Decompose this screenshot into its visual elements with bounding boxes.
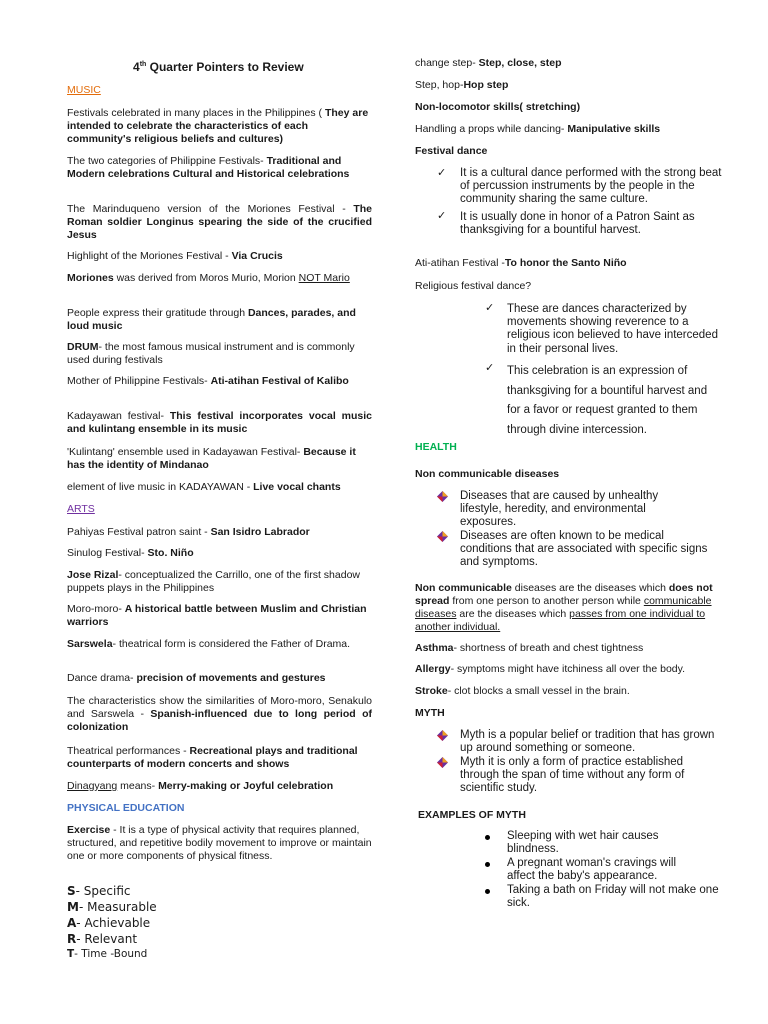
music-item: Kadayawan festival- This festival incorporates vocal music and kulintang ensemble in its music bbox=[67, 410, 372, 435]
diamond-bullet-icon bbox=[437, 531, 448, 542]
ncd-heading: Non communicable diseases bbox=[415, 468, 560, 480]
pe-exercise: Exercise - It is a type of physical activity that requires planned, structured, and repetitive bodily movement to improve or maintain one or more components of physical fitness. bbox=[67, 824, 372, 862]
dance-item: Non-locomotor skills( stretching) bbox=[415, 101, 581, 113]
ncd-paragraph: Non communicable diseases are the diseases which does not spread from one person to another person while communicable diseases are the diseases which passes from one individual to another individual. bbox=[415, 582, 713, 633]
religious-question: Religious festival dance? bbox=[415, 280, 532, 292]
myth-heading: MYTH bbox=[415, 707, 445, 719]
smart-item: A- Achievable bbox=[67, 916, 151, 930]
dance-item: Handling a props while dancing- Manipulative skills bbox=[415, 123, 661, 135]
myth-example: Taking a bath on Friday will not make one sick. bbox=[507, 884, 719, 910]
round-bullet-icon bbox=[485, 835, 490, 840]
health-heading: HEALTH bbox=[415, 441, 457, 453]
music-item: Moriones was derived from Moros Murio, Morion NOT Mario bbox=[67, 272, 350, 284]
religious-bullet: These are dances characterized by movements showing reverence to a religious icon believed to have interceded in their personal lives. bbox=[507, 303, 718, 355]
pe-heading: PHYSICAL EDUCATION bbox=[67, 802, 185, 814]
page-title: 4th Quarter Pointers to Review bbox=[133, 60, 304, 74]
arts-item: Jose Rizal- conceptualized the Carrillo, one of the first shadow puppets plays in the Philippines bbox=[67, 569, 360, 594]
arts-item: Moro-moro- A historical battle between Muslim and Christian warriors bbox=[67, 603, 367, 628]
diamond-bullet-icon bbox=[437, 491, 448, 502]
music-heading: MUSIC bbox=[67, 84, 101, 96]
myth-bullet: Myth it is only a form of practice established through the span of time without any form of scientific study. bbox=[460, 756, 685, 795]
smart-item: M- Measurable bbox=[67, 900, 157, 914]
diamond-bullet-icon bbox=[437, 730, 448, 741]
music-item: Mother of Philippine Festivals- Ati-atihan Festival of Kalibo bbox=[67, 375, 349, 387]
arts-item: Dinagyang means- Merry-making or Joyful celebration bbox=[67, 780, 334, 792]
music-item: Festivals celebrated in many places in the Philippines ( They are intended to celebrate the characteristics of each community's religious beliefs and cultures) bbox=[67, 107, 369, 145]
arts-item: Pahiyas Festival patron saint - San Isidro Labrador bbox=[67, 526, 310, 538]
myth-example: A pregnant woman's cravings will affect the baby's appearance. bbox=[507, 857, 677, 883]
condition-item: Stroke- clot blocks a small vessel in the brain. bbox=[415, 685, 630, 697]
ati-atihan-item: Ati-atihan Festival -To honor the Santo Niño bbox=[415, 257, 627, 269]
diamond-bullet-icon bbox=[437, 757, 448, 768]
myth-example: Sleeping with wet hair causes blindness. bbox=[507, 830, 659, 856]
ncd-bullet: Diseases are often known to be medical conditions that are associated with specific signs and symptoms. bbox=[460, 530, 708, 569]
smart-item: S- Specific bbox=[67, 884, 131, 898]
checkmark-icon: ✓ bbox=[437, 210, 447, 222]
round-bullet-icon bbox=[485, 889, 490, 894]
smart-item: T- Time -Bound bbox=[67, 948, 148, 960]
religious-bullet: This celebration is an expression of thanksgiving for a bountiful harvest and for a favor or request granted to them through divine intercession. bbox=[507, 365, 708, 436]
condition-item: Allergy- symptoms might have itchiness all over the body. bbox=[415, 663, 686, 675]
checkmark-icon: ✓ bbox=[485, 302, 495, 314]
dance-item: change step- Step, close, step bbox=[415, 57, 562, 69]
arts-item: Theatrical performances - Recreational plays and traditional counterparts of modern concerts and shows bbox=[67, 745, 358, 770]
condition-item: Asthma- shortness of breath and chest tightness bbox=[415, 642, 644, 654]
ncd-bullet: Diseases that are caused by unhealthy lifestyle, heredity, and environmental exposures. bbox=[460, 490, 659, 529]
arts-heading: ARTS bbox=[67, 503, 95, 515]
arts-item: Sinulog Festival- Sto. Niño bbox=[67, 547, 194, 559]
music-item: People express their gratitude through Dances, parades, and loud music bbox=[67, 307, 356, 332]
festival-dance-bullet: It is usually done in honor of a Patron Saint as thanksgiving for a bountiful harvest. bbox=[460, 211, 695, 237]
music-item: DRUM- the most famous musical instrument and is commonly used during festivals bbox=[67, 341, 355, 366]
round-bullet-icon bbox=[485, 862, 490, 867]
smart-item: R- Relevant bbox=[67, 932, 138, 946]
checkmark-icon: ✓ bbox=[437, 167, 447, 179]
music-item: The two categories of Philippine Festivals- Traditional and Modern celebrations Cultural and Historical celebrations bbox=[67, 155, 350, 180]
music-item: Highlight of the Moriones Festival - Via Crucis bbox=[67, 250, 283, 262]
dance-item: Step, hop-Hop step bbox=[415, 79, 509, 91]
myth-bullet: Myth is a popular belief or tradition that has grown up around something or someone. bbox=[460, 729, 715, 755]
arts-item: Dance drama- precision of movements and gestures bbox=[67, 672, 326, 684]
arts-item: Sarswela- theatrical form is considered the Father of Drama. bbox=[67, 638, 351, 650]
arts-item: The characteristics show the similarities of Moro-moro, Senakulo and Sarswela - Spanish-influenced due to long period of colonization bbox=[67, 695, 372, 733]
festival-dance-heading: Festival dance bbox=[415, 145, 488, 157]
music-item: The Marinduqueno version of the Moriones Festival - The Roman soldier Longinus spearing the side of the crucified Jesus bbox=[67, 203, 372, 241]
music-item: 'Kulintang' ensemble used in Kadayawan Festival- Because it has the identity of Mindanao bbox=[67, 446, 356, 471]
examples-heading: EXAMPLES OF MYTH bbox=[418, 809, 526, 821]
checkmark-icon: ✓ bbox=[485, 362, 495, 374]
festival-dance-bullet: It is a cultural dance performed with the strong beat of percussion instruments by the people in the community sharing the same culture. bbox=[460, 167, 722, 206]
music-item: element of live music in KADAYAWAN - Live vocal chants bbox=[67, 481, 341, 493]
